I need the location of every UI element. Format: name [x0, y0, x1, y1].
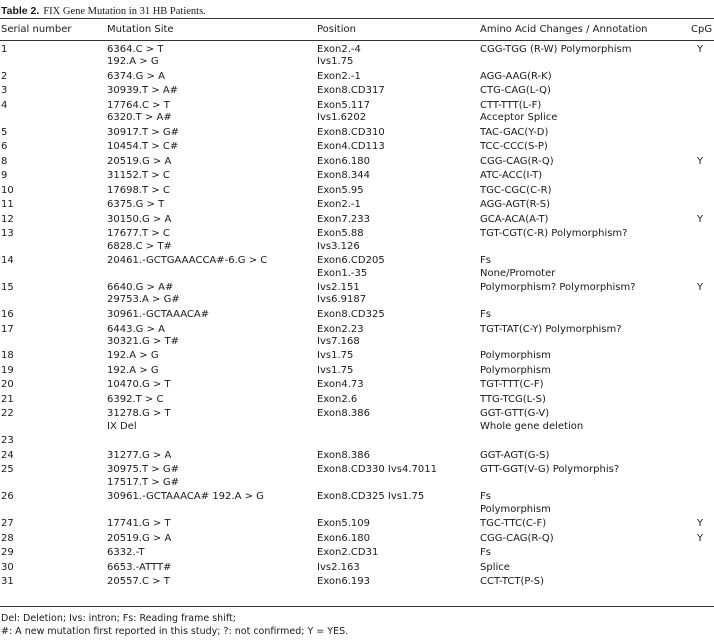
cell-serial: 5 — [1, 126, 8, 138]
cell-annotation: Polymorphism — [480, 350, 551, 362]
cell-site: 17698.T > C — [107, 184, 170, 196]
cell-cpg: Y — [697, 532, 704, 544]
cell-site: 6640.G > A# — [107, 282, 174, 294]
cell-annotation: Polymorphism? Polymorphism? — [480, 282, 636, 294]
cell-position: Ivs7.168 — [317, 335, 360, 347]
cell-position: Exon8.CD310 — [317, 126, 385, 138]
cell-serial: 31 — [1, 576, 14, 588]
cell-cpg: Y — [697, 155, 704, 167]
cell-serial: 4 — [1, 99, 8, 111]
table-caption — [1, 5, 206, 17]
cell-position: Exon7.233 — [317, 213, 371, 225]
cell-cpg: Y — [697, 282, 704, 294]
cell-position: Exon8.344 — [317, 170, 371, 182]
cell-site: 17517.T > G# — [107, 476, 179, 488]
cell-annotation: Polymorphism — [480, 503, 551, 515]
cell-serial: 16 — [1, 309, 14, 320]
cell-position: Ivs1.75 — [317, 350, 354, 362]
cell-site: 10470.G > T — [107, 379, 171, 391]
footnote: Del: Deletion; Ivs: intron; Fs: Reading frame shift; — [1, 613, 236, 624]
cell-serial: 22 — [1, 408, 14, 420]
cell-serial: 20 — [1, 379, 14, 391]
cell-site: 20519.G > A — [107, 155, 172, 167]
cell-site: 30321.G > T# — [107, 335, 179, 347]
table-title: FIX Gene Mutation in 31 HB Patients. — [43, 6, 206, 17]
cell-position: Exon8.CD317 — [317, 85, 385, 97]
cell-serial: 11 — [1, 199, 14, 211]
cell-site: 30961.-GCTAAACA# 192.A > G — [107, 491, 264, 503]
cell-serial: 15 — [1, 282, 14, 294]
cell-cpg: Y — [697, 213, 704, 225]
cell-position: Ivs1.75 — [317, 364, 354, 376]
cell-serial: 24 — [1, 449, 14, 461]
cell-annotation: CTG-CAG(L-Q) — [480, 85, 551, 97]
cell-annotation: Fs — [480, 255, 491, 267]
cell-position: Exon2.-1 — [317, 70, 361, 82]
cell-position: Exon1.-35 — [317, 267, 368, 279]
cell-annotation: TTG-TCG(L-S) — [480, 393, 546, 405]
cell-site: 31278.G > T — [107, 408, 171, 420]
header-cpg: CpG — [691, 24, 713, 35]
cell-site: IX Del — [107, 420, 137, 432]
cell-serial: 13 — [1, 228, 14, 240]
cell-serial: 17 — [1, 323, 14, 335]
cell-serial: 18 — [1, 350, 14, 362]
cell-position: Exon2.6 — [317, 393, 358, 405]
cell-position: Exon2.23 — [317, 323, 364, 335]
cell-site: 17677.T > C — [107, 228, 170, 240]
cell-site: 6374.G > A — [107, 70, 165, 82]
cell-position: Exon2.-4 — [317, 44, 361, 55]
cell-annotation: GTT-GGT(V-G) Polymorphis? — [480, 464, 620, 476]
cell-site: 6364.C > T — [107, 44, 164, 55]
cell-site: 6320.T > A# — [107, 112, 172, 124]
cell-site: 30961.-GCTAAACA# — [107, 309, 210, 320]
cell-serial: 3 — [1, 85, 8, 97]
cell-position: Ivs1.6202 — [317, 112, 367, 124]
cell-site: 6375.G > T — [107, 199, 165, 211]
cell-position: Exon6.180 — [317, 155, 371, 167]
cell-serial: 14 — [1, 255, 14, 267]
cell-annotation: CCT-TCT(P-S) — [480, 576, 545, 588]
cell-site: 30975.T > G# — [107, 464, 179, 476]
cell-position: Ivs1.75 — [317, 56, 354, 68]
cell-site: 20519.G > A — [107, 532, 172, 544]
footnote: #: A new mutation first reported in this study; ?: not confirmed; Y = YES. — [1, 626, 349, 637]
table-label: Table 2. — [1, 5, 40, 17]
cell-position: Exon6.CD205 — [317, 255, 385, 267]
cell-annotation: CGG-CAG(R-Q) — [480, 155, 554, 167]
cell-annotation: GGT-AGT(G-S) — [480, 449, 550, 461]
cell-position: Exon8.CD325 Ivs1.75 — [317, 491, 425, 503]
cell-position: Exon5.88 — [317, 228, 364, 240]
cell-position: Exon4.CD113 — [317, 141, 385, 153]
header-annotation: Amino Acid Changes / Annotation — [480, 24, 648, 35]
cell-annotation: Splice — [480, 561, 510, 573]
header-serial: Serial number — [1, 24, 72, 35]
cell-annotation: TGT-TAT(C-Y) Polymorphism? — [480, 323, 622, 335]
cell-annotation: None/Promoter — [480, 267, 556, 279]
cell-annotation: Fs — [480, 309, 491, 320]
cell-position: Exon8.386 — [317, 408, 371, 420]
cell-site: 6392.T > C — [107, 393, 164, 405]
cell-serial: 12 — [1, 213, 14, 225]
cell-serial: 29 — [1, 547, 14, 559]
table-header — [0, 18, 714, 40]
cell-position: Exon6.180 — [317, 532, 371, 544]
cell-annotation: TGT-TTT(C-F) — [480, 379, 544, 391]
cell-position: Ivs2.151 — [317, 282, 360, 294]
cell-annotation: ATC-ACC(I-T) — [480, 170, 543, 182]
cell-site: 30150.G > A — [107, 213, 172, 225]
cell-annotation: TGC-CGC(C-R) — [480, 184, 552, 196]
cell-site: 31277.G > A — [107, 449, 172, 461]
cell-site: 10454.T > C# — [107, 141, 179, 153]
cell-annotation: Acceptor Splice — [480, 112, 558, 124]
cell-site: 192.A > G — [107, 350, 159, 362]
cell-site: 29753.A > G# — [107, 294, 180, 306]
cell-site: 6828.C > T# — [107, 240, 172, 252]
cell-position: Exon5.95 — [317, 184, 364, 196]
cell-position: Exon8.CD330 Ivs4.7011 — [317, 464, 437, 476]
cell-position: Exon5.109 — [317, 518, 371, 530]
cell-position: Exon5.117 — [317, 99, 371, 111]
cell-annotation: Fs — [480, 547, 491, 559]
cell-annotation: GCA-ACA(A-T) — [480, 213, 549, 225]
cell-position: Exon8.386 — [317, 449, 371, 461]
footnotes — [1, 612, 348, 638]
cell-serial: 30 — [1, 561, 14, 573]
cell-position: Exon6.193 — [317, 576, 371, 588]
cell-annotation: GGT-GTT(G-V) — [480, 408, 550, 420]
cell-annotation: AGG-AGT(R-S) — [480, 199, 551, 211]
cell-cpg: Y — [697, 44, 704, 55]
cell-annotation: Polymorphism — [480, 364, 551, 376]
header-site: Mutation Site — [107, 24, 174, 35]
header-position: Position — [317, 24, 356, 35]
cell-annotation: TCC-CCC(S-P) — [480, 141, 548, 153]
cell-serial: 1 — [1, 44, 8, 55]
bottom-rule — [0, 606, 714, 607]
cell-serial: 2 — [1, 70, 8, 82]
cell-site: 30939.T > A# — [107, 85, 179, 97]
cell-annotation: TGC-TTC(C-F) — [480, 518, 547, 530]
cell-site: 30917.T > G# — [107, 126, 179, 138]
cell-serial: 23 — [1, 435, 14, 447]
cell-position: Exon8.CD325 — [317, 309, 385, 320]
header-rule — [0, 40, 714, 41]
cell-position: Ivs3.126 — [317, 240, 360, 252]
cell-serial: 6 — [1, 141, 8, 153]
cell-annotation: CTT-TTT(L-F) — [480, 99, 542, 111]
cell-annotation: TAC-GAC(Y-D) — [480, 126, 549, 138]
cell-serial: 21 — [1, 393, 14, 405]
cell-serial: 27 — [1, 518, 14, 530]
cell-annotation: Whole gene deletion — [480, 420, 584, 432]
cell-serial: 26 — [1, 491, 14, 503]
cell-position: Ivs2.163 — [317, 561, 360, 573]
cell-site: 6332.-T — [107, 547, 145, 559]
cell-serial: 25 — [1, 464, 14, 476]
cell-site: 192.A > G — [107, 56, 159, 68]
cell-annotation: AGG-AAG(R-K) — [480, 70, 552, 82]
cell-serial: 28 — [1, 532, 14, 544]
cell-site: 6443.G > A — [107, 323, 165, 335]
cell-annotation: CGG-TGG (R-W) Polymorphism — [480, 44, 632, 55]
cell-position: Exon2.-1 — [317, 199, 361, 211]
cell-site: 17741.G > T — [107, 518, 171, 530]
cell-site: 17764.C > T — [107, 99, 170, 111]
cell-position: Exon4.73 — [317, 379, 364, 391]
cell-annotation: TGT-CGT(C-R) Polymorphism? — [480, 228, 628, 240]
cell-site: 31152.T > C — [107, 170, 170, 182]
cell-site: 20557.C > T — [107, 576, 170, 588]
cell-serial: 9 — [1, 170, 8, 182]
cell-site: 6653.-ATTT# — [107, 561, 172, 573]
cell-annotation: CGG-CAG(R-Q) — [480, 532, 554, 544]
cell-serial: 10 — [1, 184, 14, 196]
cell-cpg: Y — [697, 518, 704, 530]
cell-annotation: Fs — [480, 491, 491, 503]
cell-site: 20461.-GCTGAAACCA#-6.G > C — [107, 255, 268, 267]
cell-serial: 19 — [1, 364, 14, 376]
cell-position: Ivs6.9187 — [317, 294, 367, 306]
cell-serial: 8 — [1, 155, 8, 167]
cell-position: Exon2.CD31 — [317, 547, 379, 559]
cell-site: 192.A > G — [107, 364, 159, 376]
